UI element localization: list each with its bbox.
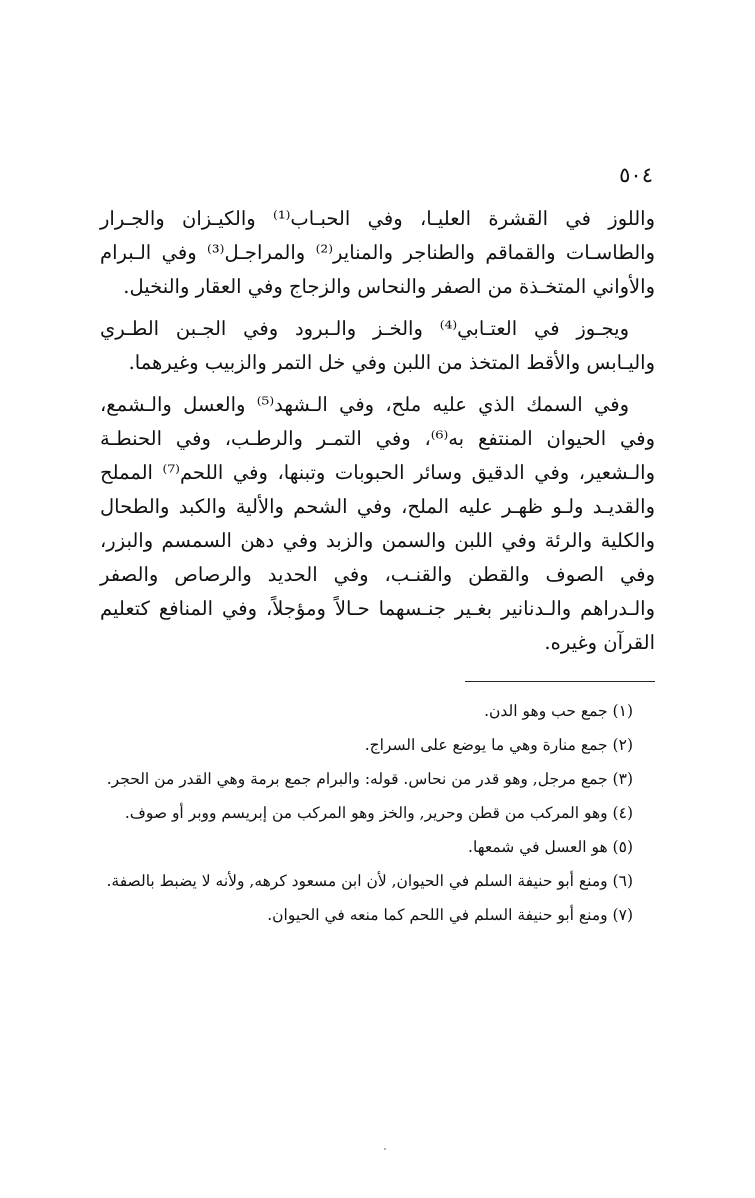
footnote-5: (٥) هو العسل في شمعها. bbox=[468, 838, 633, 856]
footnote-7: (٧) ومنع أبو حنيفة السلم في اللحم كما منعه في الحيوان. bbox=[267, 906, 633, 924]
footnote-divider bbox=[465, 681, 655, 682]
footnote-6: (٦) ومنع أبو حنيفة السلم في الحيوان, لأن ابن مسعود كرهه, ولأنه لا يضبط بالصفة. bbox=[106, 872, 633, 890]
footnotes bbox=[100, 696, 655, 934]
page-number: ٥٠٤ bbox=[619, 163, 653, 187]
scan-dot bbox=[384, 1148, 386, 1150]
footnote-1: (١) جمع حب وهو الدن. bbox=[484, 702, 633, 720]
main-text bbox=[100, 202, 655, 668]
paragraph-2: ويجـوز في العتـابي⁽⁴⁾ والخـز والـبرود وفي الجـبن الطـري واليـابس والأقط المتخذ من اللبن وفي خل التمر والزبيب وغيرهما. bbox=[100, 317, 655, 374]
paragraph-1: واللوز في القشرة العليـا، وفي الحبـاب⁽¹⁾ والكيـزان والجـرار والطاسـات والقماقم والطناجر والمناير⁽²⁾ والمراجـل⁽³⁾ وفي الـبرام والأواني المتخـذة من الصفر والنحاس والزجاج وفي العقار والنخيل. bbox=[100, 207, 655, 298]
paragraph-3: وفي السمك الذي عليه ملح، وفي الـشهد⁽⁵⁾ والعسل والـشمع، وفي الحيوان المنتفع به⁽⁶⁾، وفي التمـر والرطـب، وفي الحنطـة والـشعير، وفي الدقيق وسائر الحبوبات وتبنها، وفي اللحم⁽⁷⁾ المملح والقديـد ولـو ظهـر عليه الملح، وفي الشحم والألية والكبد والطحال والكلية والرئة وفي اللبن والسمن والزبد وفي دهن السمسم والبزر، وفي الصوف والقطن والقنـب، وفي الحديد والرصاص والصفر والـدراهم والـدنانير بغـير جنـسهما حـالاً ومؤجلاً، وفي المنافع كتعليم القرآن وغيره. bbox=[100, 393, 656, 654]
footnote-3: (٣) جمع مرجل, وهو قدر من نحاس. قوله: والبرام جمع برمة وهي القدر من الحجر. bbox=[106, 770, 633, 788]
footnote-2: (٢) جمع منارة وهي ما يوضع على السراج. bbox=[364, 736, 633, 754]
footnote-4: (٤) وهو المركب من قطن وحرير, والخز وهو المركب من إبريسم ووبر أو صوف. bbox=[124, 804, 633, 822]
